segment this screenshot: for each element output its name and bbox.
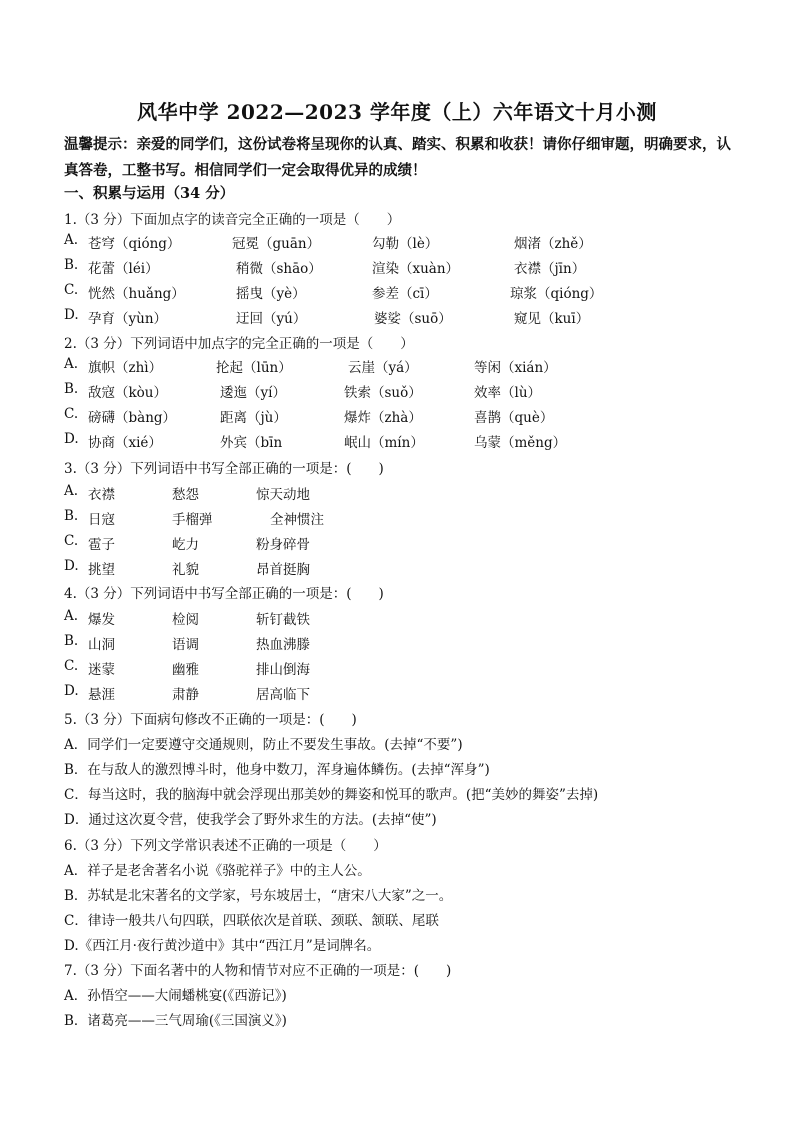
- option-item: 爆炸（zhà）: [344, 410, 422, 426]
- option-item: 铁索（suǒ）: [344, 385, 422, 401]
- option-label: A.: [64, 608, 79, 624]
- option-item: 旗帜（zhì）: [88, 360, 163, 376]
- question-2-stem: 2.（3 分）下列词语中加点字的完全正确的一项是（ ）: [64, 336, 414, 352]
- option-label: D.: [64, 307, 79, 323]
- option-label: B.: [64, 508, 79, 524]
- option-item: 距离（jù）: [220, 410, 287, 426]
- question-5-stem: 5.（3 分）下面病句修改不正确的一项是：( ): [64, 712, 357, 728]
- question-5-option-b: B．在与敌人的激烈博斗时，他身中数刀，浑身遍体鳞伤。(去掉“浑身”): [64, 762, 490, 778]
- option-label: C.: [64, 533, 79, 549]
- option-label: D.: [64, 558, 79, 574]
- option-item: 斩钉截铁: [256, 612, 310, 628]
- option-label: C.: [64, 658, 79, 674]
- option-item: 检阅: [172, 612, 199, 628]
- option-item: 屹力: [172, 537, 199, 553]
- option-item: 婆娑（suō）: [374, 311, 452, 327]
- option-label: C.: [64, 282, 79, 298]
- option-item: 悬涯: [88, 687, 115, 703]
- page-title: 风华中学 2022—2023 学年度（上）六年语文十月小测: [137, 100, 657, 124]
- option-item: 抡起（lūn）: [216, 360, 292, 376]
- option-item: 等闲（xián）: [474, 360, 557, 376]
- option-item: 烟渚（zhě）: [514, 236, 592, 252]
- question-7-option-a: A．孙悟空——大闹蟠桃宴(《西游记》): [64, 988, 287, 1004]
- option-item: 惊天动地: [256, 487, 310, 503]
- question-3-stem: 3.（3 分）下列词语中书写全部正确的一项是：( ): [64, 461, 384, 477]
- option-item: 手榴弹: [172, 512, 213, 528]
- option-label: A.: [64, 483, 79, 499]
- section-heading: 一、积累与运用（34 分）: [64, 185, 235, 202]
- question-6-stem: 6.（3 分）下列文学常识表述不正确的一项是（ ）: [64, 838, 387, 854]
- question-1-stem: 1.（3 分）下面加点字的读音完全正确的一项是（ ）: [64, 212, 401, 228]
- option-label: B.: [64, 633, 79, 649]
- option-item: 窥见（kuī）: [514, 311, 590, 327]
- question-5-option-d: D．通过这次夏令营，使我学会了野外求生的方法。(去掉“使”): [64, 812, 437, 828]
- option-item: 全神惯注: [270, 512, 324, 528]
- question-5-option-c: C．每当这时，我的脑海中就会浮现出那美妙的舞姿和悦耳的歌声。(把“美妙的舞姿”去掉): [64, 787, 599, 803]
- option-item: 喜鹊（què）: [474, 410, 554, 426]
- question-6-option-b: B．苏轼是北宋著名的文学家，号东坡居士，“唐宋八大家”之一。: [64, 888, 453, 904]
- option-label: B.: [64, 257, 79, 273]
- option-item: 逶迤（yí）: [220, 385, 286, 401]
- option-item: 幽雅: [172, 662, 199, 678]
- option-item: 岷山（mín）: [344, 435, 424, 451]
- option-item: 摇曳（yè）: [236, 286, 306, 302]
- option-item: 迂回（yú）: [236, 311, 307, 327]
- option-item: 肃静: [172, 687, 199, 703]
- option-item: 孕育（yùn）: [88, 311, 168, 327]
- option-label: A.: [64, 232, 79, 248]
- option-item: 热血沸滕: [256, 637, 310, 653]
- option-item: 日寇: [88, 512, 115, 528]
- option-item: 参差（cī）: [372, 286, 438, 302]
- question-6-option-a: A．祥子是老舍著名小说《骆驼祥子》中的主人公。: [64, 863, 371, 879]
- option-item: 冠冕（guān）: [232, 236, 321, 252]
- option-item: 山洞: [88, 637, 115, 653]
- question-5-option-a: A．同学们一定要遵守交通规则，防止不要发生事故。(去掉“不要”): [64, 737, 463, 753]
- option-item: 愁怨: [172, 487, 199, 503]
- question-6-option-d: D.《西江月·夜行黄沙道中》其中“西江月”是词牌名。: [64, 938, 381, 954]
- option-item: 粉身碎骨: [256, 537, 310, 553]
- option-item: 排山倒海: [256, 662, 310, 678]
- option-item: 语调: [172, 637, 199, 653]
- option-item: 爆发: [88, 612, 115, 628]
- option-item: 外宾（bīn: [220, 435, 283, 451]
- warm-hint: 温馨提示：亲爱的同学们，这份试卷将呈现你的认真、踏实、积累和收获！请你仔细审题，明确要求，认真答卷，工整书写。相信同学们一定会取得优异的成绩！: [64, 136, 731, 179]
- option-item: 乌蒙（měng）: [474, 435, 567, 451]
- option-item: 礼貌: [172, 562, 199, 578]
- question-7-option-b: B．诸葛亮——三气周瑜(《三国演义》): [64, 1013, 287, 1029]
- option-label: C.: [64, 406, 79, 422]
- question-7-stem: 7.（3 分）下面名著中的人物和情节对应不正确的一项是：( ): [64, 963, 452, 979]
- option-item: 效率（lù）: [474, 385, 542, 401]
- option-item: 云崖（yá）: [348, 360, 418, 376]
- option-item: 迷蒙: [88, 662, 115, 678]
- option-item: 敌寇（kòu）: [88, 385, 168, 401]
- option-item: 花蕾（léi）: [88, 261, 159, 277]
- option-label: D.: [64, 683, 79, 699]
- option-item: 磅礴（bàng）: [88, 410, 177, 426]
- option-item: 渲染（xuàn）: [372, 261, 460, 277]
- option-label: D.: [64, 431, 79, 447]
- question-6-option-c: C．律诗一般共八句四联，四联依次是首联、颈联、颔联、尾联: [64, 913, 439, 929]
- option-label: B.: [64, 381, 79, 397]
- option-item: 挑望: [88, 562, 115, 578]
- question-4-stem: 4.（3 分）下列词语中书写全部正确的一项是：( ): [64, 586, 384, 602]
- option-item: 勾勒（lè）: [372, 236, 439, 252]
- option-item: 恍然（huǎng）: [88, 286, 185, 302]
- option-label: A.: [64, 356, 79, 372]
- option-item: 苍穹（qióng）: [88, 236, 181, 252]
- option-item: 居高临下: [256, 687, 310, 703]
- option-item: 稍微（shāo）: [236, 261, 322, 277]
- option-item: 琼浆（qióng）: [510, 286, 603, 302]
- option-item: 协商（xié）: [88, 435, 162, 451]
- option-item: 昂首挺胸: [256, 562, 310, 578]
- option-item: 衣襟（jīn）: [514, 261, 586, 277]
- option-item: 雹子: [88, 537, 115, 553]
- option-item: 衣襟: [88, 487, 115, 503]
